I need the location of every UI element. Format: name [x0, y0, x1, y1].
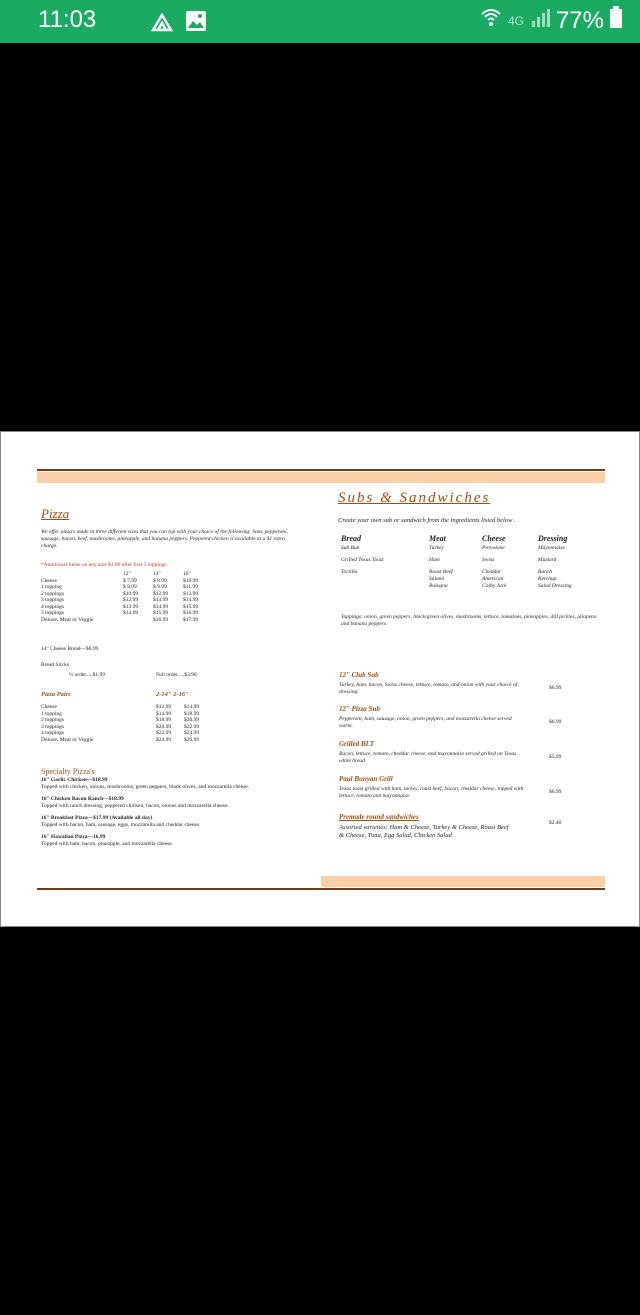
bottom-rule [37, 888, 605, 890]
price [123, 617, 153, 624]
ingredient-column [429, 535, 482, 590]
price: $ 8.99 [153, 577, 167, 584]
status-bar [0, 0, 640, 43]
ingredient: Ranch [538, 569, 553, 575]
list-item [339, 706, 574, 741]
item-desc: Assorted varieties: Ham & Cheese, Turkey & Cheese, Roast Beef & Cheese, Tuna, Egg Salad, Chicken Salad [339, 824, 509, 839]
ingredient: Ham [429, 557, 440, 563]
item-name: 12" Club Sub [339, 671, 379, 679]
price: $14.99 [156, 710, 172, 717]
price: $24.99 [184, 730, 200, 736]
item-price: $6.99 [549, 685, 562, 691]
list-item [339, 741, 574, 776]
subs-title: Subs & Sandwiches [338, 490, 491, 506]
subs-intro: Create your own sub or sandwich from the ingredients listed below . [338, 517, 516, 524]
item-name: Paul Bunyan Grill [339, 775, 393, 783]
price: $24.99 [156, 736, 172, 743]
price: $13.99 [153, 597, 169, 603]
column-header: Dressing [538, 534, 568, 543]
price: $14.99 [184, 704, 200, 710]
price: $15.99 [183, 603, 199, 610]
item-desc: Pepperoni, ham, sausage, onion, green peppers, and mozzarella cheese served warm. [339, 716, 512, 729]
top-rule [37, 469, 605, 471]
row-label: Cheese [41, 577, 57, 584]
item-desc: Topped with chicken, onions, mushrooms, green peppers, black olives, and mozzarella cheese. [41, 784, 250, 790]
wifi-icon [480, 6, 502, 35]
pizza-pairs-table [41, 704, 201, 743]
battery-icon [610, 6, 622, 35]
image-icon [185, 10, 207, 37]
list-item [339, 672, 574, 706]
ingredient: Salad Dressing [538, 583, 572, 589]
item-name: 16" Breakfast Pizza—$17.99 (Available all day) [41, 815, 153, 821]
ingredient: Sub Bun [341, 545, 360, 551]
bottom-band [321, 876, 605, 887]
item-name: Premade round sandwiches [339, 813, 419, 821]
price: $15.99 [153, 610, 169, 616]
row-label: Deluxe, Meat or Veggie [41, 736, 94, 743]
row-label: 5 toppings [41, 610, 65, 616]
price: $17.99 [183, 616, 199, 623]
size-header: 12" [123, 571, 131, 577]
price: $22.99 [156, 730, 172, 736]
price: $14.99 [153, 603, 169, 610]
price: $10.99 [183, 577, 199, 584]
ingredient: Mustard [538, 557, 557, 563]
item-price: $5.99 [549, 754, 562, 760]
price: $13.99 [123, 603, 139, 610]
row-label: 3 toppings [41, 723, 65, 730]
ingredient-column [482, 535, 538, 590]
ingredient: Turkey [429, 545, 444, 551]
row-label: Deluxe, Meat or Veggie [41, 616, 94, 623]
item-price: $6.99 [549, 719, 562, 725]
price: $14.99 [183, 597, 199, 603]
ingredient: Ketchup [538, 576, 557, 582]
row-label: 2 toppings [41, 717, 65, 723]
item-name: Grilled BLT [339, 740, 375, 748]
row-label: Cheese [41, 704, 57, 710]
price: $12.99 [123, 597, 139, 603]
pizza-price-table [41, 571, 200, 623]
half-order: ½ order.....$1.99 [69, 672, 106, 678]
item-desc: Bacon, lettuce, tomato, cheddar cheese, and mayonnaise served grilled on Texas white bread. [339, 751, 517, 764]
top-band [37, 472, 605, 483]
price: $ 8.99 [123, 584, 137, 590]
list-item [339, 814, 574, 854]
price: $14.99 [123, 610, 139, 616]
item-name: 16" Hawaiian Pizza—16.99 [41, 834, 106, 840]
price: $ 7.99 [123, 577, 137, 584]
pizza-note: *Additional items on any size $1.00 after first 5 toppings [41, 562, 167, 568]
price: $18.99 [156, 717, 172, 723]
ingredient: Grilled Texas Toast [341, 557, 384, 563]
item-price: $6.99 [549, 789, 562, 795]
item-desc: Topped with ham, bacon, pineapple, and mozzarella cheese. [41, 841, 174, 847]
row-label: 1 topping [41, 584, 62, 590]
price: $26.99 [184, 736, 200, 743]
hotspot-icon [150, 10, 174, 37]
specialty-list [41, 777, 321, 848]
column-header: Cheese [482, 534, 506, 543]
menu-image[interactable] [0, 431, 640, 927]
item-name: 16" Chicken Bacon Ranch—$18.99 [41, 796, 124, 802]
full-order: Full order.....$3.98 [156, 672, 197, 678]
row-label: 2 toppings [41, 590, 65, 597]
price: $12.99 [156, 704, 172, 710]
ingredient: Bologna [429, 583, 448, 589]
list-item [41, 796, 321, 810]
item-desc: Topped with bacon, ham, sausage, eggs, mozzarella and cheddar cheese. [41, 822, 201, 828]
price: $22.99 [184, 723, 200, 730]
column-header: Meat [429, 534, 446, 543]
item-price: $2.40 [549, 820, 562, 826]
item-desc: Turkey, ham, bacon, Swiss cheese, lettuce, tomato, and onion with your choice of dressing. [339, 682, 518, 695]
size-header: 14" [153, 571, 161, 577]
toppings-text: Toppings: onion, green peppers, black/green olives, mushrooms, lettuce, tomatoes, pineapples, dill pickles, jalapeno and banana peppers. [341, 614, 597, 627]
signal-icon [530, 7, 550, 35]
ingredient: Tortilla [341, 569, 358, 575]
price: $13.99 [183, 590, 199, 597]
row-label: 1 topping [41, 710, 62, 717]
price: $18.99 [184, 710, 200, 717]
list-item [41, 815, 321, 829]
price: $20.99 [156, 723, 172, 730]
list-item [339, 776, 574, 814]
ingredient: Provolone [482, 545, 505, 551]
bread-sticks-label: Bread Sticks [41, 662, 69, 668]
table-row [41, 737, 201, 744]
row-label: 4 toppings [41, 730, 65, 736]
ingredient: Mayonnaise [538, 545, 565, 551]
list-item [41, 834, 321, 848]
item-name: 12" Pizza Sub [339, 705, 380, 713]
item-desc: Texas toast grilled with ham, turkey, roast beef, bacon, cheddar cheese, topped with lettuce, tomato and mayonnaise. [339, 786, 524, 799]
specialty-title: Specialty Pizza's [41, 767, 95, 776]
pizza-pairs-header: 2-14" 2-16" [156, 691, 189, 698]
price: $12.99 [153, 590, 169, 597]
pizza-title: Pizza [41, 506, 70, 521]
ingredient: Salami [429, 576, 445, 582]
price: $ 9.99 [153, 584, 167, 590]
network-type: 4G [507, 13, 524, 28]
sub-items [339, 672, 574, 854]
price: $11.99 [183, 584, 198, 590]
item-desc: Topped with ranch dressing, peppered chicken, bacon, onions and mozzarella cheese. [41, 803, 229, 809]
price: $16.99 [153, 616, 169, 623]
table-row [41, 617, 200, 624]
item-name: 16" Garlic Chicken—$18.99 [41, 777, 108, 783]
column-header: Bread [341, 534, 361, 543]
size-header: 16" [183, 571, 191, 577]
ingredient-columns [341, 535, 608, 590]
pizza-pairs-title: Pizza Pairs [41, 691, 71, 698]
ingredient-column [538, 535, 608, 590]
ingredient-column [341, 535, 429, 590]
ingredient: Roast Beef [429, 569, 453, 575]
ingredient: Cheddar [482, 569, 502, 575]
ingredient: Swiss [482, 557, 495, 563]
price: $20.99 [184, 717, 200, 723]
pizza-intro: We offer pizza's made in three different sizes that you can top with your choice of the following: ham, pepperoni, sausage, bacon, beef, mushrooms, pineapple, and banana peppers. Peppered chicken is available at a $1 extra charge. [41, 529, 289, 549]
status-time: 11:03 [38, 6, 97, 33]
row-label: 3 toppings [41, 597, 65, 603]
cheese-bread: 14" Cheese Bread—$6.99 [41, 646, 99, 652]
ingredient: American [482, 576, 504, 582]
row-label: 4 toppings [41, 603, 65, 610]
list-item [41, 777, 321, 791]
price: $16.99 [183, 610, 199, 616]
battery-level: 77% [555, 6, 604, 34]
ingredient: Colby Jack [482, 583, 507, 589]
price: $10.99 [123, 590, 139, 597]
